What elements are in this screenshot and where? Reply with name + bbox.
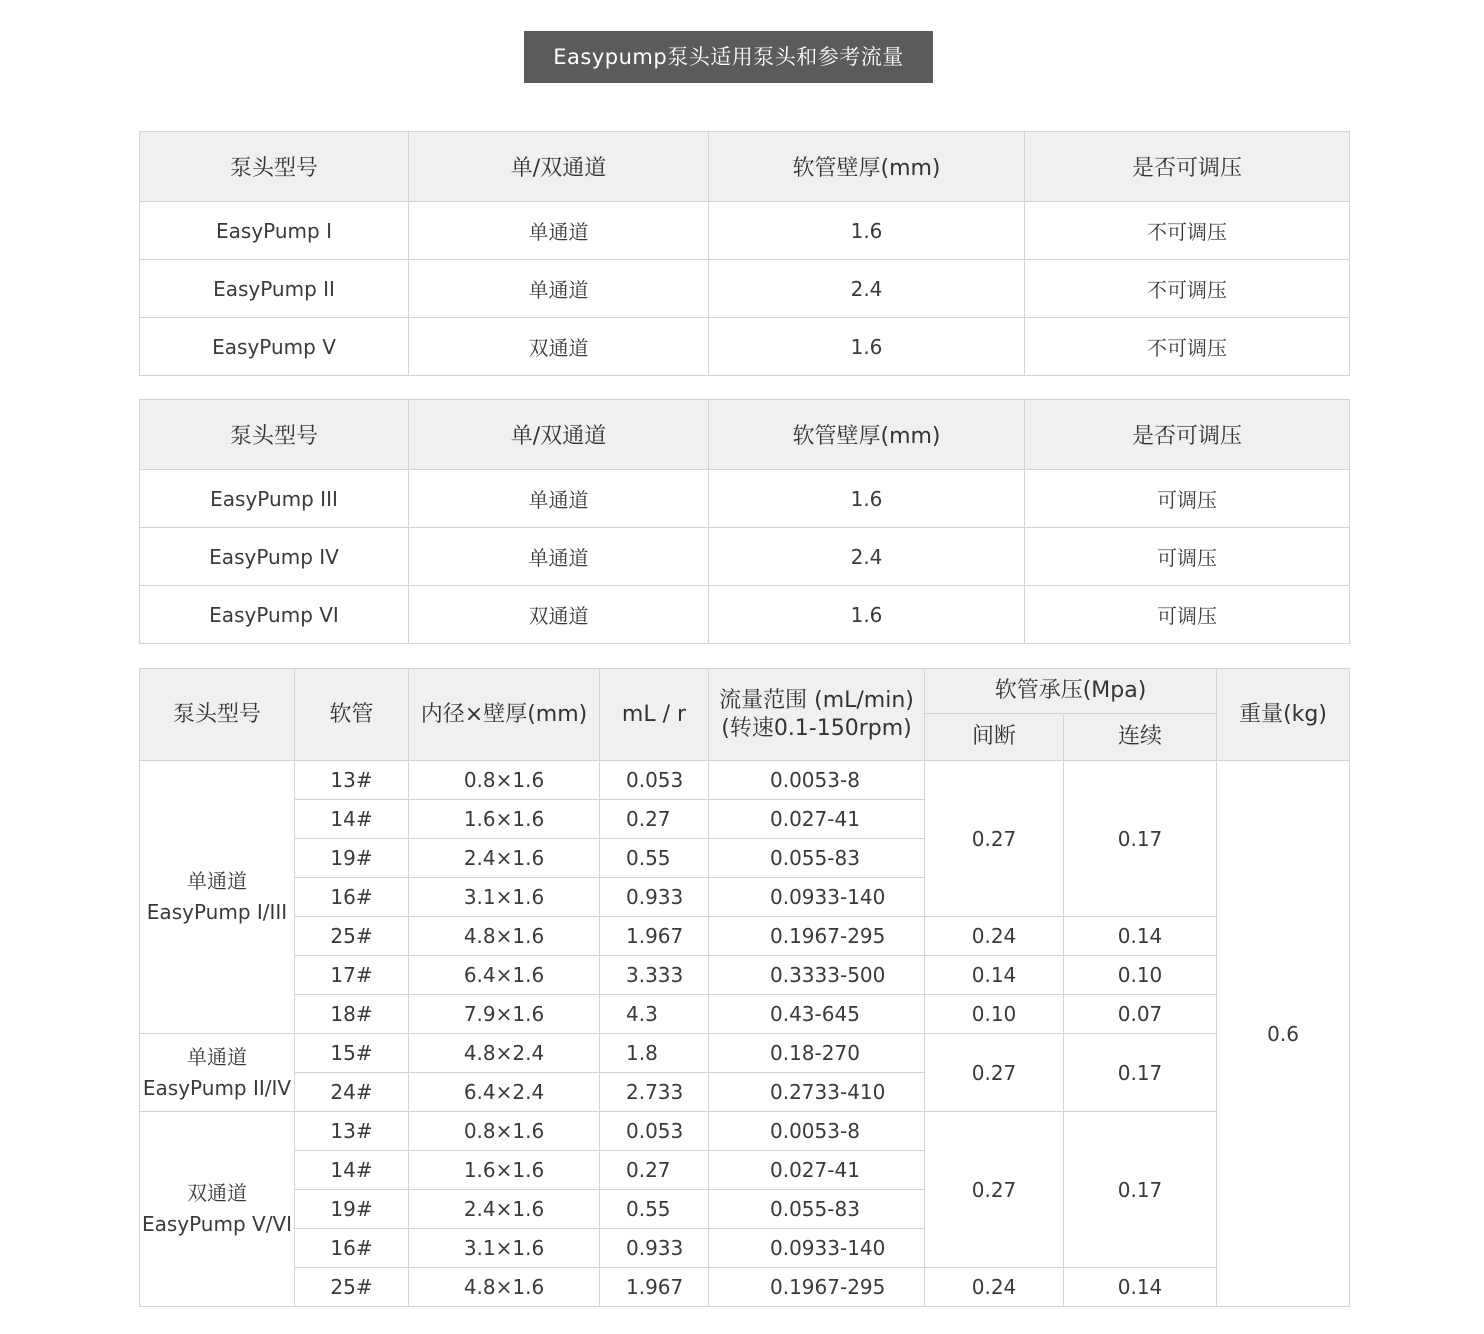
table-row — [140, 917, 1350, 956]
cell-hose: 14# — [295, 1151, 409, 1190]
cell-hose: 24# — [295, 1073, 409, 1112]
cell-dimensions: 4.8×1.6 — [409, 917, 600, 956]
group-label-line1: 双通道 — [187, 1181, 247, 1205]
cell-flow-range: 0.0933-140 — [709, 878, 925, 917]
cell-adjustable: 不可调压 — [1025, 318, 1350, 376]
cell-wall-thickness: 2.4 — [709, 528, 1025, 586]
cell-ml-per-rev: 1.8 — [600, 1034, 709, 1073]
cell-channel: 单通道 — [409, 202, 709, 260]
table-row — [140, 1112, 1350, 1151]
cell-flow-range: 0.0053-8 — [709, 761, 925, 800]
group-label-line2: EasyPump I/III — [146, 900, 288, 924]
cell-flow-range: 0.0933-140 — [709, 1229, 925, 1268]
cell-continuous: 0.17 — [1064, 761, 1217, 917]
cell-flow-range: 0.1967-295 — [709, 917, 925, 956]
cell-ml-per-rev: 0.053 — [600, 1112, 709, 1151]
cell-dimensions: 4.8×2.4 — [409, 1034, 600, 1073]
group-label — [140, 1034, 295, 1112]
cell-intermittent: 0.10 — [925, 995, 1064, 1034]
header-ml-per-rev: mL / r — [600, 669, 709, 761]
cell-model: EasyPump V — [140, 318, 409, 376]
header-intermittent: 间断 — [925, 714, 1064, 761]
cell-ml-per-rev: 0.27 — [600, 1151, 709, 1190]
cell-adjustable: 不可调压 — [1025, 260, 1350, 318]
cell-dimensions: 0.8×1.6 — [409, 761, 600, 800]
spec-table-non-adjustable — [139, 131, 1350, 376]
header-pressure: 软管承压(Mpa) — [925, 669, 1217, 714]
header-weight: 重量(kg) — [1217, 669, 1350, 761]
cell-dimensions: 6.4×2.4 — [409, 1073, 600, 1112]
table-row — [140, 318, 1350, 376]
cell-intermittent: 0.24 — [925, 917, 1064, 956]
cell-dimensions: 1.6×1.6 — [409, 1151, 600, 1190]
cell-channel: 单通道 — [409, 470, 709, 528]
cell-intermittent: 0.27 — [925, 1034, 1064, 1112]
cell-continuous: 0.14 — [1064, 917, 1217, 956]
cell-continuous: 0.17 — [1064, 1034, 1217, 1112]
cell-wall-thickness: 1.6 — [709, 470, 1025, 528]
table-row — [140, 956, 1350, 995]
cell-ml-per-rev: 1.967 — [600, 1268, 709, 1307]
table-row — [140, 528, 1350, 586]
group-label-line2: EasyPump II/IV — [142, 1075, 292, 1100]
table-row — [140, 470, 1350, 528]
cell-hose: 18# — [295, 995, 409, 1034]
cell-adjustable: 不可调压 — [1025, 202, 1350, 260]
cell-continuous: 0.10 — [1064, 956, 1217, 995]
group-label-line1: 单通道 — [187, 1044, 247, 1069]
cell-dimensions: 2.4×1.6 — [409, 839, 600, 878]
cell-hose: 16# — [295, 878, 409, 917]
cell-model: EasyPump VI — [140, 586, 409, 644]
cell-hose: 13# — [295, 1112, 409, 1151]
cell-ml-per-rev: 3.333 — [600, 956, 709, 995]
cell-channel: 单通道 — [409, 528, 709, 586]
table-row — [140, 1034, 1350, 1073]
cell-hose: 17# — [295, 956, 409, 995]
cell-channel: 单通道 — [409, 260, 709, 318]
cell-intermittent: 0.27 — [925, 1112, 1064, 1268]
table-header-row — [140, 132, 1350, 202]
cell-adjustable: 可调压 — [1025, 586, 1350, 644]
header-continuous: 连续 — [1064, 714, 1217, 761]
cell-weight: 0.6 — [1217, 761, 1350, 1307]
table-row — [140, 260, 1350, 318]
cell-flow-range: 0.3333-500 — [709, 956, 925, 995]
header-dimensions: 内径×壁厚(mm) — [409, 669, 600, 761]
cell-ml-per-rev: 0.55 — [600, 1190, 709, 1229]
spec-table-adjustable — [139, 399, 1350, 644]
cell-flow-range: 0.027-41 — [709, 1151, 925, 1190]
cell-flow-range: 0.027-41 — [709, 800, 925, 839]
header-model: 泵头型号 — [140, 400, 409, 470]
page-title: Easypump泵头适用泵头和参考流量 — [524, 31, 933, 83]
cell-dimensions: 3.1×1.6 — [409, 1229, 600, 1268]
header-flow-range — [709, 669, 925, 761]
group-label-line1: 单通道 — [187, 869, 247, 893]
cell-continuous: 0.14 — [1064, 1268, 1217, 1307]
cell-ml-per-rev: 0.27 — [600, 800, 709, 839]
table-header-row — [140, 400, 1350, 470]
cell-adjustable: 可调压 — [1025, 528, 1350, 586]
cell-channel: 双通道 — [409, 318, 709, 376]
header-flow-range-line2: (转速0.1-150rpm) — [721, 715, 912, 741]
cell-flow-range: 0.1967-295 — [709, 1268, 925, 1307]
header-adjustable: 是否可调压 — [1025, 132, 1350, 202]
cell-flow-range: 0.055-83 — [709, 1190, 925, 1229]
group-label — [140, 761, 295, 1034]
cell-wall-thickness: 1.6 — [709, 202, 1025, 260]
cell-dimensions: 6.4×1.6 — [409, 956, 600, 995]
cell-model: EasyPump IV — [140, 528, 409, 586]
cell-hose: 25# — [295, 917, 409, 956]
cell-ml-per-rev: 0.053 — [600, 761, 709, 800]
cell-ml-per-rev: 4.3 — [600, 995, 709, 1034]
cell-continuous: 0.07 — [1064, 995, 1217, 1034]
flow-reference-table — [139, 668, 1350, 1307]
header-wall-thickness: 软管壁厚(mm) — [709, 132, 1025, 202]
header-channel: 单/双通道 — [409, 400, 709, 470]
header-hose: 软管 — [295, 669, 409, 761]
group-label — [140, 1112, 295, 1307]
cell-dimensions: 4.8×1.6 — [409, 1268, 600, 1307]
table-row — [140, 586, 1350, 644]
cell-hose: 14# — [295, 800, 409, 839]
cell-hose: 15# — [295, 1034, 409, 1073]
table-row — [140, 1268, 1350, 1307]
cell-intermittent: 0.14 — [925, 956, 1064, 995]
header-wall-thickness: 软管壁厚(mm) — [709, 400, 1025, 470]
cell-intermittent: 0.24 — [925, 1268, 1064, 1307]
cell-ml-per-rev: 0.933 — [600, 878, 709, 917]
cell-channel: 双通道 — [409, 586, 709, 644]
cell-wall-thickness: 1.6 — [709, 586, 1025, 644]
cell-flow-range: 0.055-83 — [709, 839, 925, 878]
cell-wall-thickness: 1.6 — [709, 318, 1025, 376]
cell-flow-range: 0.0053-8 — [709, 1112, 925, 1151]
table-header-row — [140, 669, 1350, 714]
cell-flow-range: 0.43-645 — [709, 995, 925, 1034]
cell-hose: 13# — [295, 761, 409, 800]
cell-ml-per-rev: 1.967 — [600, 917, 709, 956]
cell-intermittent: 0.27 — [925, 761, 1064, 917]
cell-ml-per-rev: 2.733 — [600, 1073, 709, 1112]
cell-model: EasyPump III — [140, 470, 409, 528]
table-row — [140, 761, 1350, 800]
cell-flow-range: 0.2733-410 — [709, 1073, 925, 1112]
cell-flow-range: 0.18-270 — [709, 1034, 925, 1073]
table-row — [140, 995, 1350, 1034]
cell-ml-per-rev: 0.55 — [600, 839, 709, 878]
header-flow-range-line1: 流量范围 (mL/min) — [719, 687, 914, 713]
cell-dimensions: 2.4×1.6 — [409, 1190, 600, 1229]
group-label-line2: EasyPump V/VI — [141, 1212, 293, 1236]
cell-dimensions: 3.1×1.6 — [409, 878, 600, 917]
cell-adjustable: 可调压 — [1025, 470, 1350, 528]
header-model: 泵头型号 — [140, 132, 409, 202]
cell-dimensions: 0.8×1.6 — [409, 1112, 600, 1151]
cell-ml-per-rev: 0.933 — [600, 1229, 709, 1268]
cell-hose: 16# — [295, 1229, 409, 1268]
header-adjustable: 是否可调压 — [1025, 400, 1350, 470]
cell-model: EasyPump II — [140, 260, 409, 318]
cell-continuous: 0.17 — [1064, 1112, 1217, 1268]
header-channel: 单/双通道 — [409, 132, 709, 202]
cell-hose: 19# — [295, 1190, 409, 1229]
cell-hose: 25# — [295, 1268, 409, 1307]
cell-wall-thickness: 2.4 — [709, 260, 1025, 318]
table-row — [140, 202, 1350, 260]
cell-hose: 19# — [295, 839, 409, 878]
cell-dimensions: 1.6×1.6 — [409, 800, 600, 839]
cell-model: EasyPump I — [140, 202, 409, 260]
header-model: 泵头型号 — [140, 669, 295, 761]
cell-dimensions: 7.9×1.6 — [409, 995, 600, 1034]
